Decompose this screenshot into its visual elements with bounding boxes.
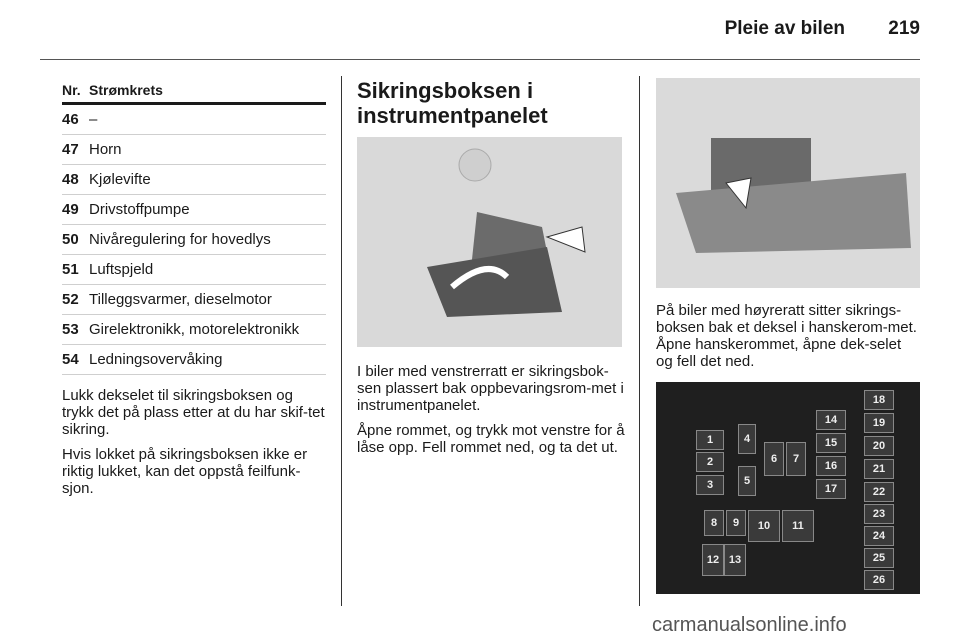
- fuse-circuit: Nivåregulering for hovedlys: [89, 231, 271, 248]
- table-body: [62, 105, 326, 375]
- table-row: [62, 225, 326, 255]
- fuse-slot: 15: [816, 433, 846, 453]
- watermark: carmanualsonline.info: [652, 614, 847, 636]
- glovebox-photo-right-hand-drive: [656, 78, 920, 288]
- fuse-slot: 22: [864, 482, 894, 502]
- fuse-number: 48: [62, 171, 79, 188]
- fuse-slot: 16: [816, 456, 846, 476]
- glovebox-illustration: [357, 137, 622, 347]
- fuse-number: 54: [62, 351, 79, 368]
- fuse-slot: 1: [696, 430, 724, 450]
- fuse-number: 47: [62, 141, 79, 158]
- fuse-number: 46: [62, 111, 79, 128]
- table-row: [62, 255, 326, 285]
- glovebox-illustration: [656, 78, 920, 288]
- table-header: [62, 82, 326, 105]
- fuse-slot: 21: [864, 459, 894, 479]
- table-row: [62, 105, 326, 135]
- fuse-slot: 23: [864, 504, 894, 524]
- fuse-circuit: Luftspjeld: [89, 261, 154, 278]
- paragraph: Hvis lokket på sikringsboksen ikke er riktig lukket, kan det oppstå feilfunk-sjon.: [62, 446, 308, 497]
- fuse-slot: 11: [782, 510, 814, 542]
- fuse-slot: 9: [726, 510, 746, 536]
- fuse-slot: 5: [738, 466, 756, 496]
- table-row: [62, 345, 326, 375]
- header-rule: [40, 59, 920, 60]
- paragraph: Åpne rommet, og trykk mot venstre for å låse opp. Fell rommet ned, og ta det ut.: [357, 422, 625, 456]
- fuse-circuit: Ledningsovervåking: [89, 351, 223, 368]
- table-row: [62, 315, 326, 345]
- fuse-circuit: –: [89, 111, 98, 128]
- fuse-slot: 14: [816, 410, 846, 430]
- fuse-slot: 4: [738, 424, 756, 454]
- paragraph: Lukk dekselet til sikringsboksen og trykk det på plass etter at du har skif-tet sikring.: [62, 387, 325, 438]
- fuse-slot: 2: [696, 452, 724, 472]
- fuse-slot: 19: [864, 413, 894, 433]
- glovebox-photo-left-hand-drive: [357, 137, 622, 347]
- fuse-circuit: Kjølevifte: [89, 171, 151, 188]
- fuse-slot: 8: [704, 510, 724, 536]
- fuse-number: 50: [62, 231, 79, 248]
- fuse-slot: 17: [816, 479, 846, 499]
- column-divider-1: [341, 76, 342, 606]
- table-header-circuit: Strømkrets: [89, 82, 163, 98]
- table-row: [62, 165, 326, 195]
- paragraph: I biler med venstrerratt er sikringsbok-sen plassert bak oppbevaringsrom-met i instrumentpanelet.: [357, 363, 624, 414]
- fuse-slot: 10: [748, 510, 780, 542]
- table-row: [62, 285, 326, 315]
- fuse-circuit: Horn: [89, 141, 122, 158]
- table-row: [62, 195, 326, 225]
- fuse-slot: 3: [696, 475, 724, 495]
- fuse-circuit: Drivstoffpumpe: [89, 201, 190, 218]
- table-row: [62, 135, 326, 165]
- fuse-number: 53: [62, 321, 79, 338]
- column-divider-2: [639, 76, 640, 606]
- fuse-box-diagram: [656, 382, 920, 594]
- fuse-slot: 7: [786, 442, 806, 476]
- fuse-number: 52: [62, 291, 79, 308]
- page-header: [725, 18, 920, 40]
- paragraph: På biler med høyreratt sitter sikrings-boksen bak et deksel i hanskerom-met. Åpne hanskerommet, åpne dek-selet og fell det ned.: [656, 302, 917, 370]
- table-header-nr: Nr.: [62, 82, 81, 98]
- fuse-slot: 25: [864, 548, 894, 568]
- section-heading: Sikringsboksen i instrumentpanelet: [357, 78, 548, 128]
- fuse-number: 49: [62, 201, 79, 218]
- fuse-number: 51: [62, 261, 79, 278]
- fuse-slot: 12: [702, 544, 724, 576]
- right-column: [656, 78, 920, 594]
- fuse-slot: 6: [764, 442, 784, 476]
- fuse-table-column: [62, 82, 326, 497]
- fuse-slot: 13: [724, 544, 746, 576]
- fuse-slot: 26: [864, 570, 894, 590]
- fuse-slot: 20: [864, 436, 894, 456]
- fuse-circuit: Tilleggsvarmer, dieselmotor: [89, 291, 272, 308]
- fuse-slot: 24: [864, 526, 894, 546]
- middle-column: [357, 78, 625, 456]
- page-number: 219: [888, 18, 920, 39]
- fuse-slot: 18: [864, 390, 894, 410]
- page-title: Pleie av bilen: [724, 18, 846, 39]
- fuse-circuit: Girelektronikk, motorelektronikk: [89, 321, 300, 338]
